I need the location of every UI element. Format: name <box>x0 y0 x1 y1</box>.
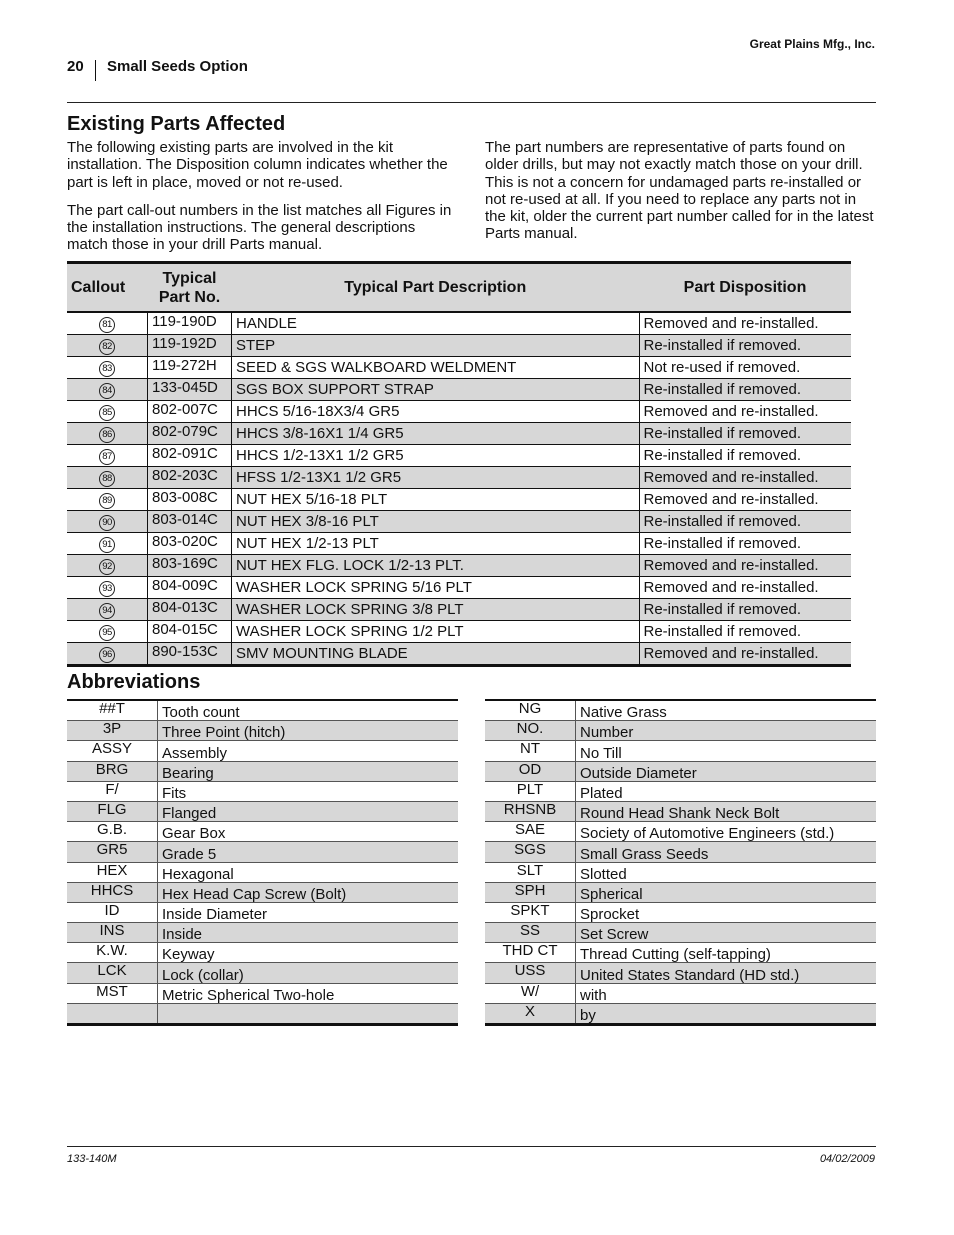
callout-number: 83 <box>99 361 115 377</box>
abbreviation: W/ <box>485 983 576 1003</box>
part-description: HHCS 5/16-18X3/4 GR5 <box>232 401 640 423</box>
parts-row <box>67 511 851 533</box>
abbreviation-meaning: Set Screw <box>576 923 877 943</box>
part-disposition: Removed and re-installed. <box>639 577 851 599</box>
abbreviation-row <box>67 721 458 741</box>
callout-cell <box>67 312 148 335</box>
abbreviation: ASSY <box>67 741 158 761</box>
part-number: 802-091C <box>148 445 232 467</box>
abbreviation-meaning: Round Head Shank Neck Bolt <box>576 801 877 821</box>
parts-table-header <box>67 263 851 313</box>
abbreviation-row <box>485 761 876 781</box>
header-description: Typical Part Description <box>232 263 640 313</box>
company-name: Great Plains Mfg., Inc. <box>749 37 875 51</box>
abbreviation-meaning: Slotted <box>576 862 877 882</box>
callout-cell <box>67 577 148 599</box>
callout-cell <box>67 379 148 401</box>
abbreviation-meaning: Society of Automotive Engineers (std.) <box>576 822 877 842</box>
abbreviation-meaning: Small Grass Seeds <box>576 842 877 862</box>
callout-cell <box>67 511 148 533</box>
part-number: 804-015C <box>148 621 232 643</box>
abbreviation-row <box>67 963 458 983</box>
abbreviation: K.W. <box>67 943 158 963</box>
part-description: NUT HEX 3/8-16 PLT <box>232 511 640 533</box>
part-description: WASHER LOCK SPRING 5/16 PLT <box>232 577 640 599</box>
callout-cell <box>67 335 148 357</box>
abbreviation-row <box>67 822 458 842</box>
parts-row <box>67 489 851 511</box>
abbreviation-row <box>485 923 876 943</box>
part-disposition: Re-installed if removed. <box>639 423 851 445</box>
part-description: WASHER LOCK SPRING 1/2 PLT <box>232 621 640 643</box>
parts-row <box>67 533 851 555</box>
part-number: 802-007C <box>148 401 232 423</box>
abbreviation-row <box>67 902 458 922</box>
callout-number: 86 <box>99 427 115 443</box>
callout-cell <box>67 621 148 643</box>
abbreviation <box>67 1003 158 1024</box>
abbreviation: HEX <box>67 862 158 882</box>
abbreviation: ID <box>67 902 158 922</box>
callout-number: 93 <box>99 581 115 597</box>
intro-left-column <box>67 139 459 265</box>
abbreviations-heading: Abbreviations <box>67 671 201 693</box>
parts-row <box>67 423 851 445</box>
abbreviation-row <box>485 822 876 842</box>
callout-cell <box>67 599 148 621</box>
part-number: 804-009C <box>148 577 232 599</box>
abbreviation-meaning: Grade 5 <box>158 842 459 862</box>
part-number: 803-169C <box>148 555 232 577</box>
callout-cell <box>67 489 148 511</box>
part-description: HANDLE <box>232 312 640 335</box>
abbreviation-meaning: Outside Diameter <box>576 761 877 781</box>
part-description: HHCS 1/2-13X1 1/2 GR5 <box>232 445 640 467</box>
part-disposition: Removed and re-installed. <box>639 489 851 511</box>
part-number: 804-013C <box>148 599 232 621</box>
callout-number: 91 <box>99 537 115 553</box>
abbreviation-meaning: No Till <box>576 741 877 761</box>
abbreviation: THD CT <box>485 943 576 963</box>
part-number: 802-079C <box>148 423 232 445</box>
abbreviation: SS <box>485 923 576 943</box>
abbreviation-row <box>67 801 458 821</box>
abbreviation: INS <box>67 923 158 943</box>
abbreviation-meaning: Hex Head Cap Screw (Bolt) <box>158 882 459 902</box>
abbreviation-row <box>67 862 458 882</box>
part-disposition: Re-installed if removed. <box>639 445 851 467</box>
parts-table-body <box>67 312 851 666</box>
abbreviation: MST <box>67 983 158 1003</box>
abbreviation-row <box>67 700 458 721</box>
parts-row <box>67 621 851 643</box>
part-description: SGS BOX SUPPORT STRAP <box>232 379 640 401</box>
parts-row <box>67 555 851 577</box>
abbreviation: BRG <box>67 761 158 781</box>
abbreviation: PLT <box>485 781 576 801</box>
abbreviation: 3P <box>67 721 158 741</box>
header-rule <box>67 102 876 103</box>
part-description: NUT HEX 5/16-18 PLT <box>232 489 640 511</box>
abbreviation-row <box>67 1003 458 1024</box>
callout-cell <box>67 357 148 379</box>
callout-number: 82 <box>99 339 115 355</box>
parts-row <box>67 577 851 599</box>
part-description: NUT HEX 1/2-13 PLT <box>232 533 640 555</box>
abbreviation: SPKT <box>485 902 576 922</box>
header-divider <box>95 60 96 81</box>
abbreviation: FLG <box>67 801 158 821</box>
abbreviation-row <box>485 721 876 741</box>
abbreviation-row <box>67 842 458 862</box>
callout-number: 96 <box>99 647 115 663</box>
part-disposition: Removed and re-installed. <box>639 401 851 423</box>
abbreviation-meaning: Inside <box>158 923 459 943</box>
abbreviation-row <box>485 963 876 983</box>
callout-cell <box>67 401 148 423</box>
abbreviation: NO. <box>485 721 576 741</box>
part-disposition: Re-installed if removed. <box>639 599 851 621</box>
abbreviation: HHCS <box>67 882 158 902</box>
abbreviation-row <box>485 842 876 862</box>
part-number: 802-203C <box>148 467 232 489</box>
abbreviation-meaning: Hexagonal <box>158 862 459 882</box>
abbreviation-row <box>485 781 876 801</box>
parts-row <box>67 643 851 666</box>
part-number: 119-192D <box>148 335 232 357</box>
abbreviation-meaning: Assembly <box>158 741 459 761</box>
abbreviation: GR5 <box>67 842 158 862</box>
abbreviation: SLT <box>485 862 576 882</box>
abbreviation-meaning: Sprocket <box>576 902 877 922</box>
abbreviation-meaning: with <box>576 983 877 1003</box>
abbreviation-meaning: Gear Box <box>158 822 459 842</box>
section-title: Small Seeds Option <box>107 58 248 75</box>
abbreviation: SAE <box>485 822 576 842</box>
abbreviation: RHSNB <box>485 801 576 821</box>
existing-parts-heading: Existing Parts Affected <box>67 113 286 135</box>
part-disposition: Removed and re-installed. <box>639 643 851 666</box>
abbreviation-meaning: Lock (collar) <box>158 963 459 983</box>
header-callout: Callout <box>67 263 148 313</box>
parts-row <box>67 335 851 357</box>
parts-row <box>67 467 851 489</box>
abbreviation-meaning: Metric Spherical Two-hole <box>158 983 459 1003</box>
document-number: 133-140M <box>67 1153 117 1165</box>
part-description: HFSS 1/2-13X1 1/2 GR5 <box>232 467 640 489</box>
intro-paragraph: The part numbers are representative of parts found on older drills, but may not exactly match those on your drill. This is not a concern for undamaged parts re-installed or not re-used at all. If you need to replace any parts not in the kit, older the current part number called for in the latest Parts manual. <box>485 139 874 243</box>
part-description: SMV MOUNTING BLADE <box>232 643 640 666</box>
abbreviation: G.B. <box>67 822 158 842</box>
abbreviation-meaning: Flanged <box>158 801 459 821</box>
abbreviation: NT <box>485 741 576 761</box>
document-date: 04/02/2009 <box>819 1153 875 1165</box>
callout-cell <box>67 555 148 577</box>
part-number: 119-190D <box>148 312 232 335</box>
parts-row <box>67 357 851 379</box>
abbreviation: F/ <box>67 781 158 801</box>
callout-number: 85 <box>99 405 115 421</box>
abbreviation: USS <box>485 963 576 983</box>
part-disposition: Re-installed if removed. <box>639 511 851 533</box>
abbreviations-table-left <box>67 699 458 1026</box>
abbreviation-row <box>485 801 876 821</box>
abbreviation-row <box>485 862 876 882</box>
callout-number: 87 <box>99 449 115 465</box>
abbreviation-meaning: Inside Diameter <box>158 902 459 922</box>
header-part-no: Typical Part No. <box>148 263 232 313</box>
callout-cell <box>67 533 148 555</box>
abbreviation-row <box>67 983 458 1003</box>
abbreviation-row <box>67 761 458 781</box>
abbreviation-meaning: by <box>576 1003 877 1024</box>
abbreviation-meaning: Tooth count <box>158 700 459 721</box>
abbreviation-row <box>67 943 458 963</box>
abbreviation-meaning: Number <box>576 721 877 741</box>
callout-number: 90 <box>99 515 115 531</box>
abbreviation: NG <box>485 700 576 721</box>
intro-right-column <box>485 139 877 254</box>
callout-number: 88 <box>99 471 115 487</box>
abbreviation-meaning: Thread Cutting (self-tapping) <box>576 943 877 963</box>
abbreviation: ##T <box>67 700 158 721</box>
part-number: 119-272H <box>148 357 232 379</box>
part-description: HHCS 3/8-16X1 1/4 GR5 <box>232 423 640 445</box>
part-disposition: Re-installed if removed. <box>639 379 851 401</box>
abbreviation-meaning: Bearing <box>158 761 459 781</box>
callout-number: 94 <box>99 603 115 619</box>
part-disposition: Not re-used if removed. <box>639 357 851 379</box>
callout-number: 89 <box>99 493 115 509</box>
part-disposition: Re-installed if removed. <box>639 533 851 555</box>
parts-row <box>67 445 851 467</box>
part-number: 803-008C <box>148 489 232 511</box>
abbreviation-row <box>67 923 458 943</box>
abbreviation: LCK <box>67 963 158 983</box>
abbreviation-row <box>485 882 876 902</box>
part-number: 133-045D <box>148 379 232 401</box>
parts-table <box>67 261 851 667</box>
part-description: STEP <box>232 335 640 357</box>
part-description: WASHER LOCK SPRING 3/8 PLT <box>232 599 640 621</box>
abbreviation-row <box>67 741 458 761</box>
abbreviation-meaning: Keyway <box>158 943 459 963</box>
part-disposition: Re-installed if removed. <box>639 335 851 357</box>
abbreviation-row <box>485 700 876 721</box>
abbreviation-row <box>485 902 876 922</box>
part-disposition: Removed and re-installed. <box>639 555 851 577</box>
abbreviations-table-right <box>485 699 876 1026</box>
abbreviation-meaning: United States Standard (HD std.) <box>576 963 877 983</box>
part-description: NUT HEX FLG. LOCK 1/2-13 PLT. <box>232 555 640 577</box>
abbreviation: SGS <box>485 842 576 862</box>
part-disposition: Re-installed if removed. <box>639 621 851 643</box>
abbreviation-row <box>485 943 876 963</box>
abbreviation: OD <box>485 761 576 781</box>
parts-row <box>67 379 851 401</box>
part-disposition: Removed and re-installed. <box>639 312 851 335</box>
callout-cell <box>67 643 148 666</box>
abbreviation-meaning: Fits <box>158 781 459 801</box>
callout-number: 95 <box>99 625 115 641</box>
callout-cell <box>67 423 148 445</box>
intro-paragraph: The following existing parts are involved in the kit installation. The Disposition column indicates whether the part is left in place, moved or not re-used. <box>67 139 448 191</box>
abbreviation-row <box>67 882 458 902</box>
abbreviation: X <box>485 1003 576 1024</box>
abbreviation-meaning: Spherical <box>576 882 877 902</box>
callout-cell <box>67 467 148 489</box>
abbreviation-meaning: Three Point (hitch) <box>158 721 459 741</box>
part-description: SEED & SGS WALKBOARD WELDMENT <box>232 357 640 379</box>
page-number: 20 <box>67 58 84 75</box>
part-disposition: Removed and re-installed. <box>639 467 851 489</box>
abbreviation-meaning <box>158 1003 459 1024</box>
abbreviation-row <box>485 741 876 761</box>
abbreviation-row <box>485 983 876 1003</box>
abbreviation-row <box>485 1003 876 1024</box>
header-disposition: Part Disposition <box>639 263 851 313</box>
abbreviation-meaning: Plated <box>576 781 877 801</box>
part-number: 803-020C <box>148 533 232 555</box>
callout-number: 92 <box>99 559 115 575</box>
abbreviation: SPH <box>485 882 576 902</box>
callout-number: 84 <box>99 383 115 399</box>
part-number: 803-014C <box>148 511 232 533</box>
callout-number: 81 <box>99 317 115 333</box>
parts-row <box>67 312 851 335</box>
part-number: 890-153C <box>148 643 232 666</box>
footer-rule <box>67 1146 876 1147</box>
callout-cell <box>67 445 148 467</box>
parts-row <box>67 599 851 621</box>
parts-row <box>67 401 851 423</box>
abbreviation-row <box>67 781 458 801</box>
intro-paragraph: The part call-out numbers in the list matches all Figures in the installation instructions. The general descriptions match those in your drill Parts manual. <box>67 201 452 254</box>
abbreviation-meaning: Native Grass <box>576 700 877 721</box>
